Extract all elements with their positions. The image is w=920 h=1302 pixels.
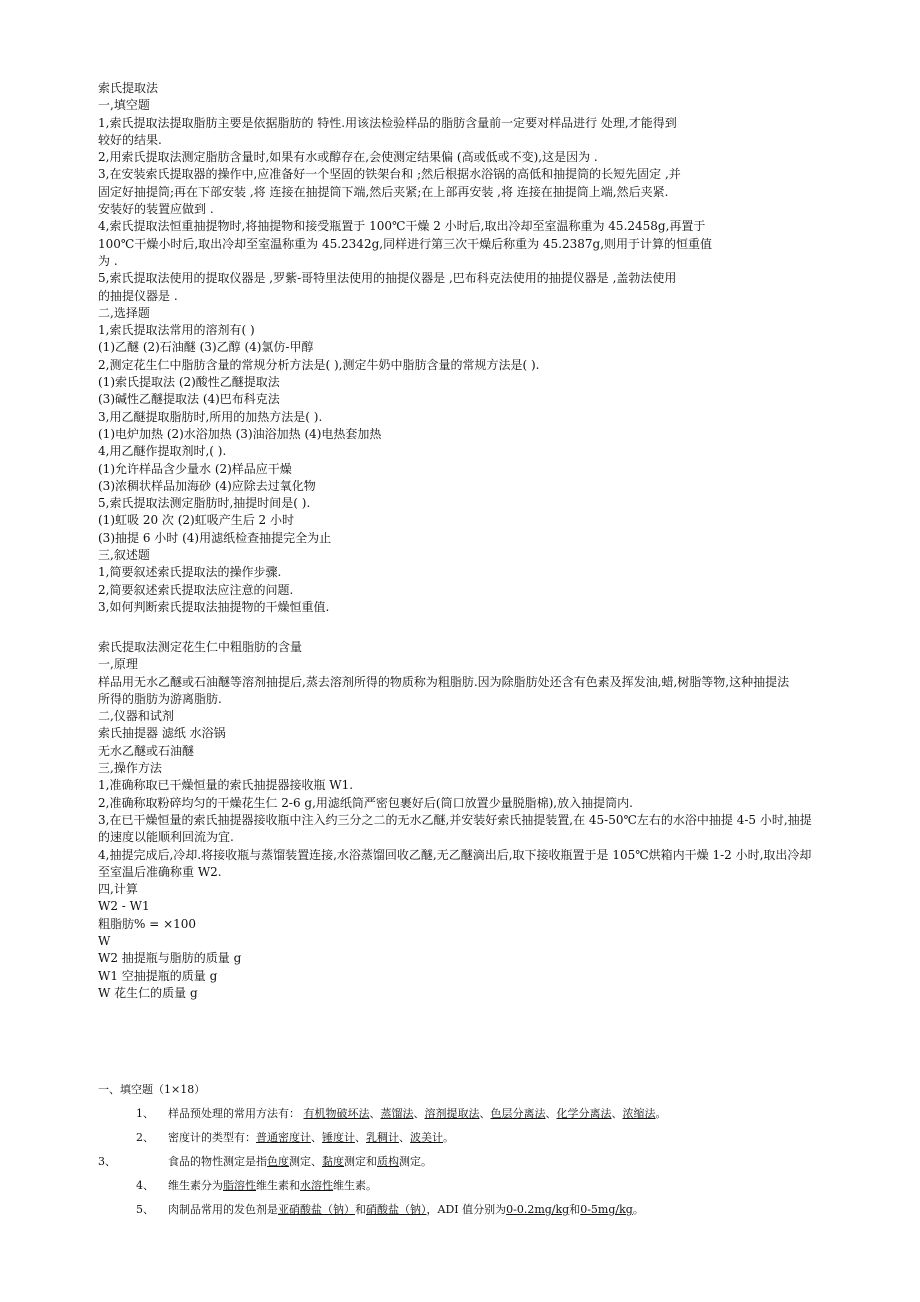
text-line: 固定好抽提筒;再在下部安装 ,将 连接在抽提筒下端,然后夹紧;在上部再安装 ,将 连接在抽提筒上端,然后夹紧. [98,184,669,199]
text-line: (3)抽提 6 小时 (4)用滤纸检查抽提完全为止 [98,530,332,545]
text-line: 的抽提仪器是 . [98,288,178,303]
text-line: (1)虹吸 20 次 (2)虹吸产生后 2 小时 [98,513,294,528]
text-line: 2,简要叙述索氏提取法应注意的问题. [98,582,294,597]
answer: 锤度计 [322,1131,355,1144]
text-line: 二,选择题 [98,305,150,320]
text-line: 索氏提取法测定花生仁中粗脂肪的含量 [98,640,303,654]
question-number: 4、 [136,1179,154,1192]
text-line: 粗脂肪% = ×100 [98,916,197,931]
text-line: 至室温后准确称重 W2. [98,864,222,879]
text-line: 1,简要叙述索氏提取法的操作步骤. [98,565,282,580]
text-line: 4,抽提完成后,冷却.将接收瓶与蒸馏装置连接,水浴蒸馏回收乙醚,无乙醚滴出后,取下接收瓶置于是 105℃烘箱内干燥 1-2 小时,取出冷却 [98,847,812,862]
answer: 质构 [377,1155,399,1168]
fill-blank-answers-section [98,1078,858,1222]
text-line: (1)索氏提取法 (2)酸性乙醚提取法 [98,375,280,390]
answer: 亚硝酸盐（钠） [278,1203,355,1216]
peanut-fat-method-section [98,639,828,1002]
soxhlet-exercise-section [98,80,738,616]
text-line: 为 . [98,253,118,268]
question-number: 3、 [98,1155,116,1168]
question-2: 2、 密度计的类型有：普通密度计、锤度计、乳稠计、波美计。 [98,1126,858,1150]
section-heading: 一、填空题（1×18） [98,1083,206,1096]
answer: 浓缩法 [622,1107,656,1120]
text-line: 较好的结果. [98,132,162,147]
answer: 乳稠计 [366,1131,399,1144]
question-number: 1、 [136,1107,154,1120]
text-line: 三,操作方法 [98,761,162,776]
text-line: 1,索氏提取法常用的溶剂有( ) [98,323,255,338]
text-line: 3,在安装索氏提取器的操作中,应准备好一个坚固的铁架台和 ;然后根据水浴锅的高低和抽提筒的长短先固定 ,并 [98,167,681,182]
answer: 有机物破坏法 [303,1107,370,1120]
question-number: 5、 [136,1203,154,1216]
text-line: 三,叙述题 [98,548,150,563]
answer: 脂溶性 [223,1179,256,1192]
answer: 波美计 [410,1131,443,1144]
text-line: 1,索氏提取法提取脂肪主要是依据脂肪的 特性.用该法检验样品的脂肪含量前一定要对样品进行 处理,才能得到 [98,115,677,130]
text-line: 3,如何判断索氏提取法抽提物的干燥恒重值. [98,599,330,614]
text-line: 四,计算 [98,882,138,897]
question-4: 4、 维生素分为脂溶性维生素和水溶性维生素。 [98,1174,858,1198]
text-line: (3)碱性乙醚提取法 (4)巴布科克法 [98,392,280,407]
answer: 0-5mg/kg [580,1203,633,1216]
text-line: 安装好的装置应做到 . [98,202,214,217]
text-line: (1)允许样品含少量水 (2)样品应干燥 [98,461,292,476]
answer: 普通密度计 [256,1131,311,1144]
answer: 硝酸盐（钠） [366,1203,427,1216]
text-line: (1)乙醚 (2)石油醚 (3)乙醇 (4)氯仿-甲醇 [98,340,314,355]
answer: 化学分离法 [556,1107,612,1120]
text-line: W [98,934,111,949]
text-line: 1,准确称取已干燥恒量的索氏抽提器接收瓶 W1. [98,778,354,793]
text-line: 4,索氏提取法恒重抽提物时,将抽提物和接受瓶置于 100℃干燥 2 小时后,取出冷却至室温称重为 45.2458g,再置于 [98,219,706,234]
answer: 蒸馏法 [380,1107,414,1120]
answer: 溶剂提取法 [424,1107,480,1120]
answer: 色层分离法 [490,1107,546,1120]
text-line: 一,填空题 [98,98,150,113]
text-line: 无水乙醚或石油醚 [98,743,195,758]
text-line: 100℃干燥小时后,取出冷却至室温称重为 45.2342g,同样进行第三次干燥后称重为 45.2387g,则用于计算的恒重值 [98,236,713,251]
text-line: 3,在已干燥恒量的索氏抽提器接收瓶中注入约三分之二的无水乙醚,并安装好索氏抽提装置,在 45-50℃左右的水浴中抽提 4-5 小时,抽提 [98,812,812,827]
question-5: 5、 肉制品常用的发色剂是亚硝酸盐（钠）和硝酸盐（钠），ADI 值分别为0-0.2mg/kg和0-5mg/kg。 [98,1198,858,1222]
text-line: 2,用索氏提取法测定脂肪含量时,如果有水或醇存在,会使测定结果偏 (高或低或不变),这是因为 . [98,150,598,165]
text-line: (3)浓稠状样品加海砂 (4)应除去过氧化物 [98,478,316,493]
text-line: 2,准确称取粉碎均匀的干燥花生仁 2-6 g,用滤纸筒严密包裹好后(筒口放置少量脱脂棉),放入抽提筒内. [98,795,633,810]
question-1: 1、 样品预处理的常用方法有： 有机物破坏法、蒸馏法、溶剂提取法、色层分离法、化学分离法、浓缩法。 [98,1102,858,1126]
answer: 水溶性 [300,1179,333,1192]
text-line: 3,用乙醚提取脂肪时,所用的加热方法是( ). [98,409,323,424]
question-3: 3、 食品的物性测定是指色度测定、黏度测定和质构测定。 [98,1150,858,1174]
text-line: W1 空抽提瓶的质量 g [98,968,218,983]
question-number: 2、 [136,1131,154,1144]
text-line: 5,索氏提取法测定脂肪时,抽提时间是( ). [98,496,311,511]
text-line: 样品用无水乙醚或石油醚等溶剂抽提后,蒸去溶剂所得的物质称为粗脂肪.因为除脂肪处还含有色素及挥发油,蜡,树脂等物,这种抽提法 [98,674,790,689]
text-line: W 花生仁的质量 g [98,985,198,1000]
text-line: (1)电炉加热 (2)水浴加热 (3)油浴加热 (4)电热套加热 [98,426,382,441]
text-line: 索氏提取法 [98,81,159,95]
answer: 色度 [267,1155,289,1168]
text-line: 二,仪器和试剂 [98,709,174,724]
text-line: W2 抽提瓶与脂肪的质量 g [98,951,242,966]
text-line: 4,用乙醚作提取剂时,( ). [98,444,227,459]
text-line: 的速度以能顺利回流为宜. [98,830,234,845]
answer: 0-0.2mg/kg [506,1203,570,1216]
text-line: 2,测定花生仁中脂肪含量的常规分析方法是( ),测定牛奶中脂肪含量的常规方法是( ). [98,357,540,372]
text-line: W2 - W1 [98,899,150,914]
text-line: 一,原理 [98,657,138,672]
text-line: 5,索氏提取法使用的提取仪器是 ,罗紫-哥特里法使用的抽提仪器是 ,巴布科克法使用的抽提仪器是 ,盖勃法使用 [98,271,677,286]
text-line: 索氏抽提器 滤纸 水浴锅 [98,726,226,741]
answer: 黏度 [322,1155,344,1168]
text-line: 所得的脂肪为游离脂肪. [98,691,222,706]
